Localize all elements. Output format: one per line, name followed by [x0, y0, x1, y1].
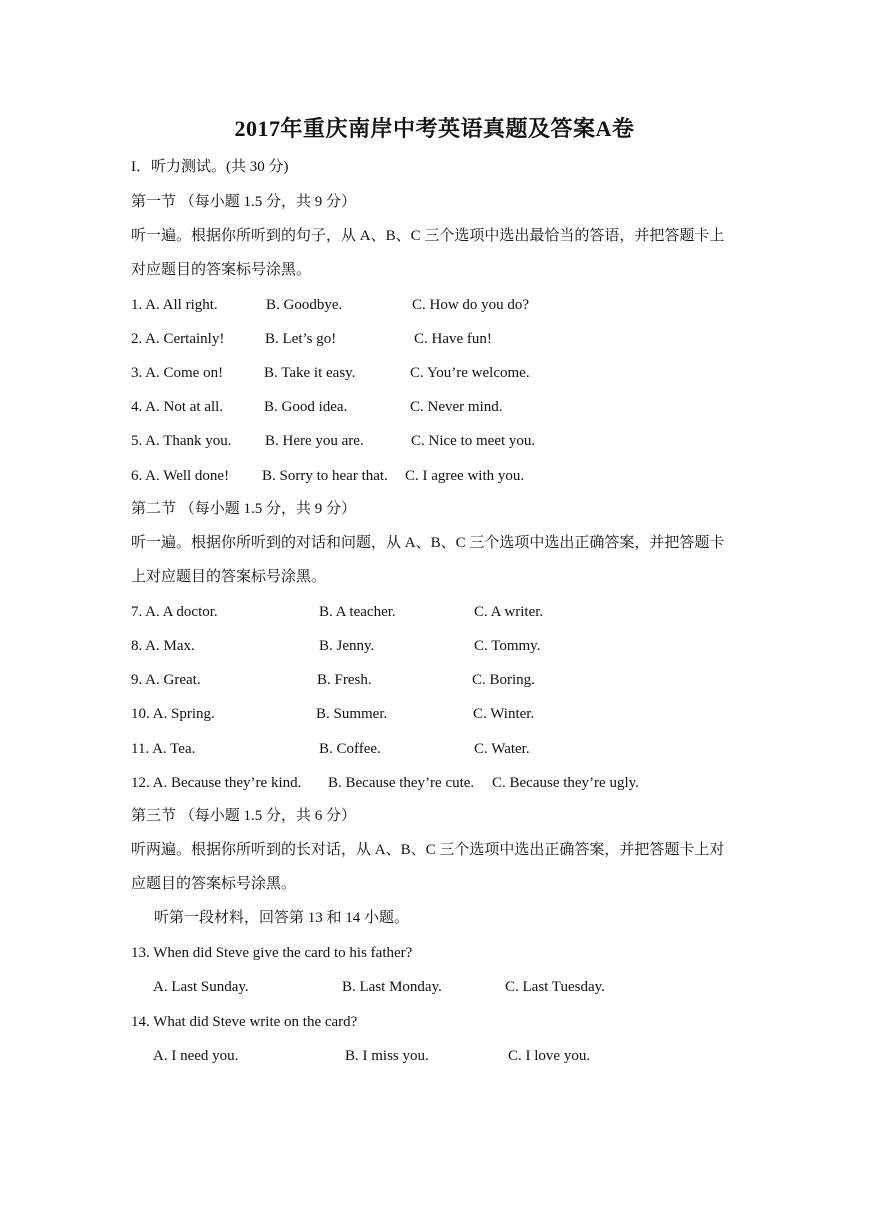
- option-a: 10. A. Spring.: [131, 706, 215, 722]
- option-c: C. Have fun!: [414, 331, 492, 347]
- option-b: B. I miss you.: [345, 1048, 429, 1064]
- question-stem: 14. What did Steve write on the card?: [131, 1014, 358, 1030]
- part3-instruction-cont: 应题目的答案标号涂黑。: [131, 876, 297, 892]
- option-b: B. Because they’re cute.: [328, 775, 475, 791]
- part3-heading: 第三节 （每小题 1.5 分，共 6 分）: [131, 808, 357, 824]
- option-a: 5. A. Thank you.: [131, 433, 232, 449]
- option-b: B. Let’s go!: [265, 331, 337, 347]
- option-a: 7. A. A doctor.: [131, 604, 218, 620]
- option-a: 3. A. Come on!: [131, 365, 224, 381]
- option-b: B. Summer.: [316, 706, 388, 722]
- option-a: 11. A. Tea.: [131, 741, 196, 757]
- option-c: C. Nice to meet you.: [411, 433, 536, 449]
- material-note: 听第一段材料，回答第 13 和 14 小题。: [154, 910, 410, 926]
- option-c: C. Never mind.: [410, 399, 503, 415]
- section-heading: I．听力测试。(共 30 分): [131, 159, 289, 175]
- option-b: B. A teacher.: [319, 604, 396, 620]
- option-a: 12. A. Because they’re kind.: [131, 775, 302, 791]
- option-b: B. Last Monday.: [342, 979, 442, 995]
- option-c: C. I agree with you.: [405, 468, 525, 484]
- option-a: A. Last Sunday.: [153, 979, 249, 995]
- option-b: B. Sorry to hear that.: [262, 468, 388, 484]
- option-c: C. You’re welcome.: [410, 365, 530, 381]
- option-c: C. Because they’re ugly.: [492, 775, 639, 791]
- option-c: C. Last Tuesday.: [505, 979, 605, 995]
- option-b: B. Here you are.: [265, 433, 364, 449]
- page-title: 2017年重庆南岸中考英语真题及答案A卷: [234, 116, 635, 141]
- part2-instruction-cont: 上对应题目的答案标号涂黑。: [131, 569, 327, 585]
- part1-instruction: 听一遍。根据你所听到的句子，从 A、B、C 三个选项中选出最恰当的答语，并把答题卡上: [131, 228, 725, 244]
- option-c: C. Tommy.: [474, 638, 541, 654]
- option-c: C. I love you.: [508, 1048, 591, 1064]
- option-b: B. Fresh.: [317, 672, 372, 688]
- option-b: B. Goodbye.: [266, 297, 343, 313]
- question-stem: 13. When did Steve give the card to his father?: [131, 945, 413, 961]
- option-a: 8. A. Max.: [131, 638, 195, 654]
- option-a: 2. A. Certainly!: [131, 331, 225, 347]
- option-a: 9. A. Great.: [131, 672, 201, 688]
- option-a: A. I need you.: [153, 1048, 239, 1064]
- option-c: C. A writer.: [474, 604, 544, 620]
- part1-heading: 第一节 （每小题 1.5 分，共 9 分）: [131, 194, 357, 210]
- option-b: B. Coffee.: [319, 741, 381, 757]
- option-c: C. How do you do?: [412, 297, 530, 313]
- option-c: C. Boring.: [472, 672, 535, 688]
- option-a: 1. A. All right.: [131, 297, 218, 313]
- part2-instruction: 听一遍。根据你所听到的对话和问题，从 A、B、C 三个选项中选出正确答案，并把答题卡: [131, 535, 725, 551]
- option-b: B. Take it easy.: [264, 365, 356, 381]
- part3-instruction: 听两遍。根据你所听到的长对话，从 A、B、C 三个选项中选出正确答案，并把答题卡上对: [131, 842, 725, 858]
- part1-instruction-cont: 对应题目的答案标号涂黑。: [131, 262, 312, 278]
- option-c: C. Water.: [474, 741, 530, 757]
- option-b: B. Good idea.: [264, 399, 348, 415]
- option-c: C. Winter.: [473, 706, 535, 722]
- option-a: 6. A. Well done!: [131, 468, 230, 484]
- part2-heading: 第二节 （每小题 1.5 分，共 9 分）: [131, 501, 357, 517]
- option-b: B. Jenny.: [319, 638, 375, 654]
- option-a: 4. A. Not at all.: [131, 399, 224, 415]
